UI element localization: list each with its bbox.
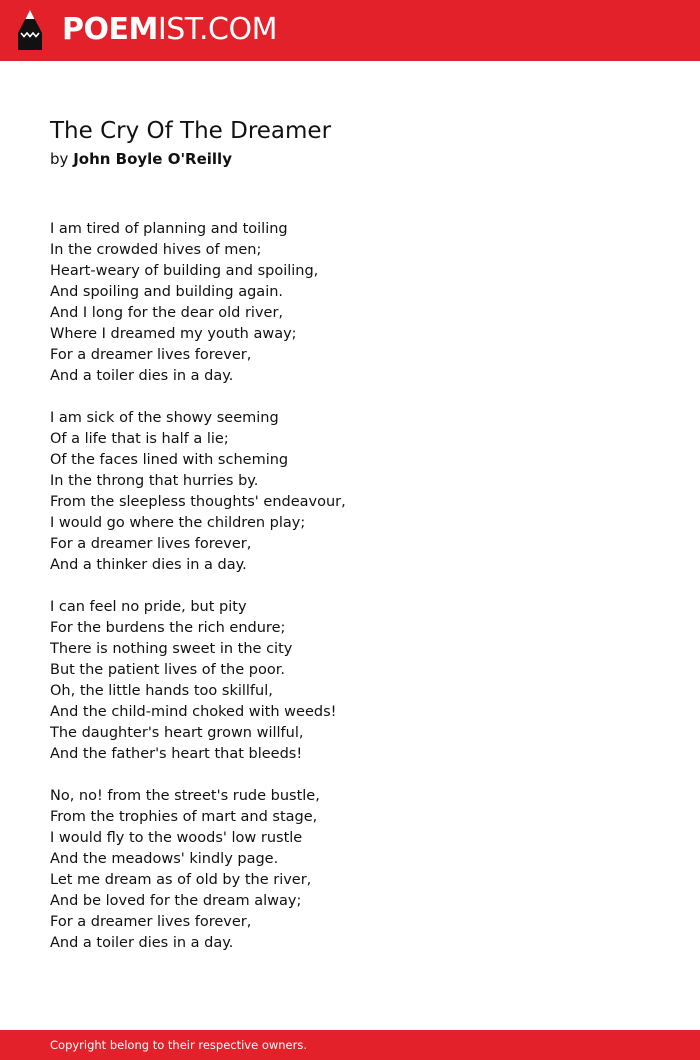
poem-line: Let me dream as of old by the river, <box>50 872 312 888</box>
stanza <box>50 786 670 954</box>
poem-line: Of a life that is half a lie; <box>50 431 229 447</box>
poem-line: And a thinker dies in a day. <box>50 557 247 573</box>
poem-line: No, no! from the street's rude bustle, <box>50 788 320 804</box>
poem-line: There is nothing sweet in the city <box>50 641 293 657</box>
site-logo[interactable] <box>62 13 277 47</box>
poem-body <box>50 219 670 975</box>
poem-line: For a dreamer lives forever, <box>50 347 252 363</box>
copyright-notice: Copyright belong to their respective owners. <box>50 1038 308 1052</box>
poem-line: But the patient lives of the poor. <box>50 662 285 678</box>
poem-line: And the child-mind choked with weeds! <box>50 704 337 720</box>
poem-line: And spoiling and building again. <box>50 284 284 300</box>
poem-line: Heart-weary of building and spoiling, <box>50 263 319 279</box>
by-label: by <box>50 150 69 168</box>
poem-line: Where I dreamed my youth away; <box>50 326 297 342</box>
poem-line: From the sleepless thoughts' endeavour, <box>50 494 346 510</box>
brand-light: IST.COM <box>157 12 277 47</box>
stanza <box>50 597 670 765</box>
poem-line: In the throng that hurries by. <box>50 473 259 489</box>
poem-title: The Cry Of The Dreamer <box>50 118 332 144</box>
poem-line: And be loved for the dream alway; <box>50 893 302 909</box>
poem-line: For a dreamer lives forever, <box>50 914 252 930</box>
poem-line: And the meadows' kindly page. <box>50 851 279 867</box>
poem-line: Oh, the little hands too skillful, <box>50 683 273 699</box>
poem-line: I would fly to the woods' low rustle <box>50 830 303 846</box>
poem-line: In the crowded hives of men; <box>50 242 262 258</box>
site-header <box>0 0 700 61</box>
poem-line: For the burdens the rich endure; <box>50 620 286 636</box>
author-name: John Boyle O'Reilly <box>73 150 232 168</box>
poem-line: From the trophies of mart and stage, <box>50 809 318 825</box>
poem-line: I am sick of the showy seeming <box>50 410 279 426</box>
poem-line: And a toiler dies in a day. <box>50 935 234 951</box>
byline <box>50 149 232 169</box>
poem-line: And I long for the dear old river, <box>50 305 284 321</box>
poem-line: For a dreamer lives forever, <box>50 536 252 552</box>
poem-line: And a toiler dies in a day. <box>50 368 234 384</box>
stanza <box>50 408 670 576</box>
brand-bold: POEM <box>62 12 158 47</box>
site-footer <box>0 1030 700 1060</box>
poem-line: And the father's heart that bleeds! <box>50 746 303 762</box>
poem-line: I am tired of planning and toiling <box>50 221 288 237</box>
poem-line: Of the faces lined with scheming <box>50 452 289 468</box>
pencil-tip-icon[interactable] <box>17 9 43 51</box>
poem-line: I would go where the children play; <box>50 515 306 531</box>
poem-line: The daughter's heart grown willful, <box>50 725 304 741</box>
stanza <box>50 219 670 387</box>
poem-line: I can feel no pride, but pity <box>50 599 247 615</box>
